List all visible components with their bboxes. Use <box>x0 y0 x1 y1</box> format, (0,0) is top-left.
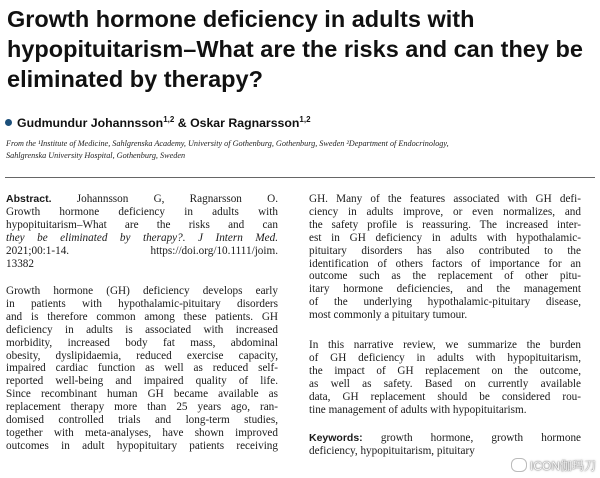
abstract-paragraph <box>309 193 581 322</box>
body-line: ciency in adults improve, or even normalizes, and <box>309 205 581 218</box>
author-name[interactable]: Gudmundur Johannsson <box>17 116 164 131</box>
body-line: outcomes in adult hypopituitary patients receiving <box>6 439 278 452</box>
abstract-paragraph <box>309 339 581 416</box>
body-line: replacement therapy more than 25 years ago, ran- <box>6 401 278 414</box>
body-line: outcome such as the replacement of other pitu- <box>309 270 581 283</box>
author-name[interactable]: Oskar Ragnarsson <box>190 116 300 131</box>
title-line: eliminated by therapy? <box>7 66 263 92</box>
body-line: itary hormone deficiencies, and the management <box>309 283 581 296</box>
body-line: identification of others factors of importance for an <box>309 257 581 270</box>
body-line: impaired cardiac function as well as reduced self- <box>6 362 278 375</box>
bullet-icon <box>5 119 12 126</box>
affiliation-line: Sahlgrenska University Hospital, Gothenburg, Sweden <box>6 150 186 160</box>
citation-line[interactable]: 2021;00:1-14. https://doi.org/10.1111/joim. <box>6 244 278 257</box>
chat-bubble-icon <box>511 458 527 472</box>
keywords-line: deficiency, hypopituitarism, pituitary <box>309 444 475 457</box>
author-joiner: & <box>177 116 187 131</box>
body-line: domised controlled trials and long-term studies, <box>6 414 278 427</box>
title-line: Growth hormone deficiency in adults with <box>7 6 475 32</box>
body-line: est in GH deficiency in adults with hypothalamic- <box>309 231 581 244</box>
body-line: pituitary disorders has also contributed to the <box>309 244 581 257</box>
title-line: hypopituitarism–What are the risks and can they be <box>7 36 583 62</box>
body-line: of the underlying hypothalamic-pituitary disease, <box>309 296 581 309</box>
citation-line: Abstract. Johannsson G, Ragnarsson O. <box>6 193 278 205</box>
body-line: data, GH replacement should be considered rou- <box>309 390 581 403</box>
keywords <box>309 432 581 458</box>
abstract-label: Abstract. <box>6 193 52 205</box>
body-line: as well as safety. Based on currently available <box>309 377 581 390</box>
watermark-text: ICON伽玛刀 <box>529 459 596 473</box>
body-line: GH. Many of the features associated with GH defi- <box>309 193 581 205</box>
article-title <box>7 4 597 94</box>
body-line: Growth hormone (GH) deficiency develops early <box>6 285 278 297</box>
citation-line: Growth hormone deficiency in adults with <box>6 205 278 218</box>
body-line: tine management of adults with hypopituitarism. <box>309 403 527 416</box>
body-line: and is therefore common among these patients. GH <box>6 310 278 323</box>
keywords-label: Keywords: <box>309 432 363 444</box>
citation-line[interactable]: 13382 <box>6 257 34 270</box>
body-line: the impact of GH replacement on the outcome, <box>309 364 581 377</box>
body-line: obesity, dyslipidaemia, reduced exercise capacity, <box>6 349 278 362</box>
author-affiliation-ref: 1,2 <box>299 115 311 124</box>
body-line: of GH deficiency in adults with hypopituitarism, <box>309 351 581 364</box>
body-line: deficiency in adults is associated with increased <box>6 323 278 336</box>
body-line: In this narrative review, we summarize the burden <box>309 339 581 351</box>
abstract-citation <box>6 193 278 270</box>
affiliations <box>6 138 598 161</box>
body-line: most commonly a pituitary tumour. <box>309 309 468 322</box>
affiliation-line: From the ¹Institute of Medicine, Sahlgrenska Academy, University of Gothenburg, Gothenburg, Sweden ²Department of Endocrinology, <box>6 139 449 148</box>
keywords-line: Keywords: growth hormone, growth hormone <box>309 432 581 444</box>
author-list <box>5 115 311 130</box>
body-line: the safety profile is reassuring. The increased inter- <box>309 218 581 231</box>
citation-line: they be eliminated by therapy?. J Intern Med. <box>6 231 278 244</box>
watermark <box>511 457 596 474</box>
body-line: together with meta-analyses, have shown improved <box>6 426 278 439</box>
citation-line: hypopituitarism–What are the risks and can <box>6 218 278 231</box>
abstract-body <box>6 285 278 453</box>
author-affiliation-ref: 1,2 <box>163 115 175 124</box>
body-line: Since recombinant human GH became available as <box>6 388 278 401</box>
body-line: reported well-being and impaired quality of life. <box>6 375 278 388</box>
section-divider <box>5 177 595 178</box>
body-line: in patients with hypothalamic-pituitary disorders <box>6 297 278 310</box>
body-line: morbidity, increased body fat mass, abdominal <box>6 336 278 349</box>
